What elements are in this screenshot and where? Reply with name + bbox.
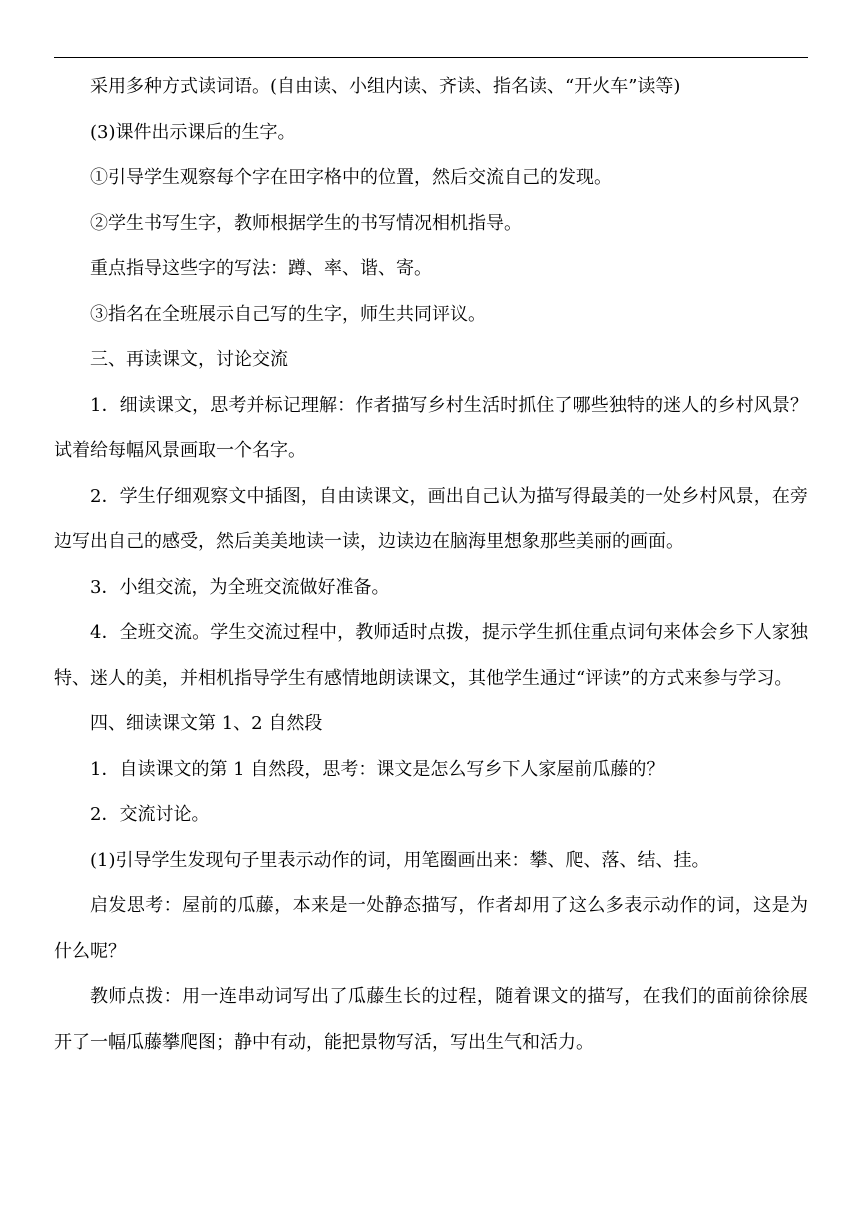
paragraph-teacher-guidance: 教师点拨：用一连串动词写出了瓜藤生长的过程，随着课文的描写，在我们的面前徐徐展开了一幅瓜藤攀爬图；静中有动，能把景物写活，写出生气和活力。	[54, 986, 808, 1053]
paragraph-read-section-1: 1．自读课文的第 1 自然段，思考：课文是怎么写乡下人家屋前瓜藤的？	[90, 758, 665, 780]
paragraph-observe-characters: ①引导学生观察每个字在田字格中的位置，然后交流自己的发现。	[90, 167, 612, 188]
paragraph-think: 启发思考：屋前的瓜藤，本来是一处静态描写，作者却用了这么多表示动作的词，这是为什么呢？	[54, 895, 808, 962]
header-rule	[54, 57, 808, 58]
paragraph-action-words: (1)引导学生发现句子里表示动作的词，用笔圈画出来：攀、爬、落、结、挂。	[90, 849, 710, 871]
section-heading-3: 三、再读课文，讨论交流	[90, 349, 288, 370]
paragraph-item-2: 2．学生仔细观察文中插图，自由读课文，画出自己认为描写得最美的一处乡村风景，在旁边写出自己的感受，然后美美地读一读，边读边在脑海里想象那些美丽的画面。	[54, 485, 808, 552]
document-body	[54, 64, 808, 1065]
paragraph-discussion: 2．交流讨论。	[90, 804, 210, 825]
section-heading-4: 四、细读课文第 1、2 自然段	[90, 713, 323, 734]
paragraph-write-characters: ②学生书写生字，教师根据学生的书写情况相机指导。	[90, 212, 522, 234]
paragraph-item-1: 1．细读课文，思考并标记理解：作者描写乡村生活时抓住了哪些独特的迷人的乡村风景？试着给每幅风景画取一个名字。	[54, 394, 808, 461]
paragraph-key-characters: 重点指导这些字的写法：蹲、率、谐、寄。	[90, 258, 432, 279]
paragraph-reading-methods: 采用多种方式读词语。(自由读、小组内读、齐读、指名读、“开火车”读等)	[90, 76, 681, 97]
paragraph-step-3: (3)课件出示课后的生字。	[90, 121, 296, 143]
paragraph-item-4: 4．全班交流。学生交流过程中，教师适时点拨，提示学生抓住重点词句来体会乡下人家独特、迷人的美，并相机指导学生有感情地朗读课文，其他学生通过“评读”的方式来参与学习。	[54, 622, 808, 689]
paragraph-item-3: 3．小组交流，为全班交流做好准备。	[90, 576, 390, 598]
paragraph-show-characters: ③指名在全班展示自己写的生字，师生共同评议。	[90, 303, 486, 325]
